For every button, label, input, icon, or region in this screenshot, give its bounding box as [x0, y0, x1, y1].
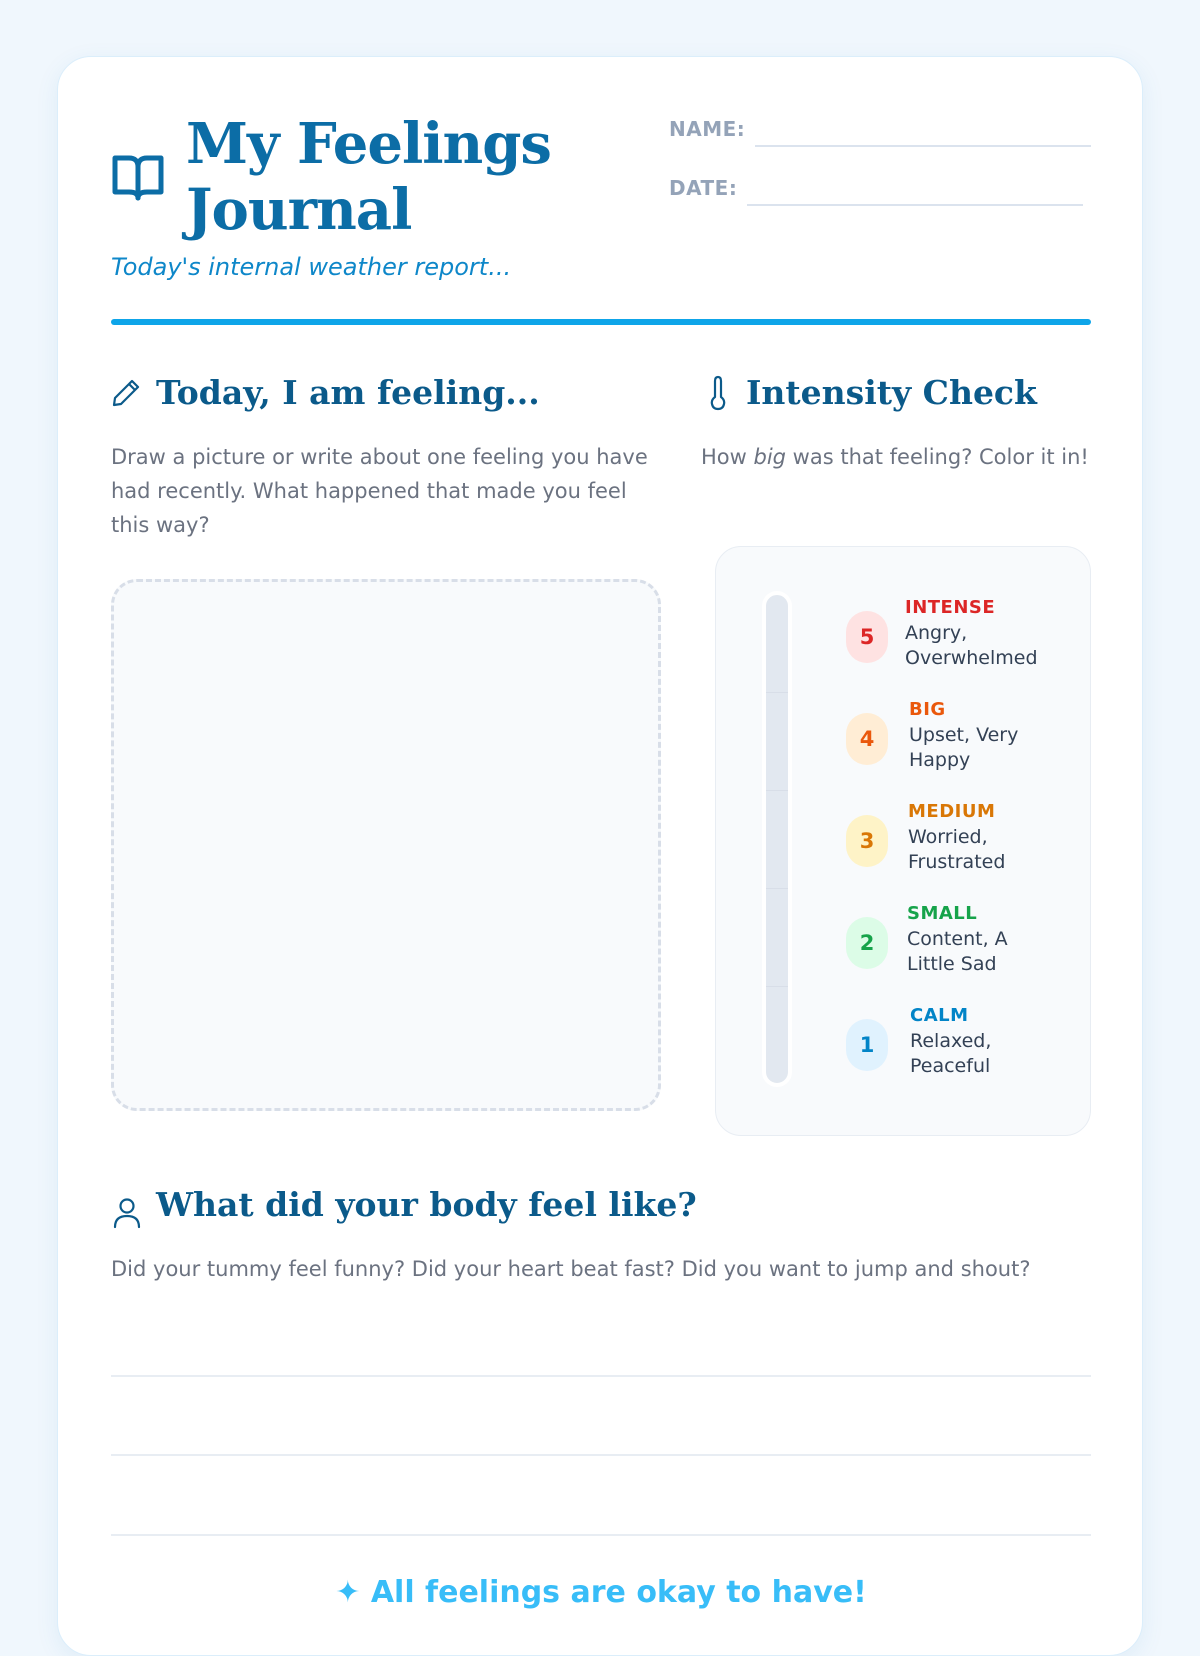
intensity-level-2[interactable]	[846, 903, 1086, 993]
feeling-section-description: Draw a picture or write about one feeling you have had recently. What happened that made you feel this way?	[111, 445, 648, 537]
date-field[interactable]	[747, 204, 1083, 206]
footer-message: ✦ All feelings are okay to have!	[335, 1575, 867, 1610]
sparkle-icon: ✦	[335, 1575, 371, 1610]
intensity-level-3[interactable]	[846, 801, 1086, 891]
intensity-level-4[interactable]	[846, 699, 1086, 789]
feeling-section-title: Today, I am feeling...	[156, 373, 540, 412]
writing-line[interactable]	[111, 1534, 1091, 1536]
writing-line[interactable]	[111, 1454, 1091, 1456]
level-name: INTENSE	[905, 597, 996, 618]
level-description: Angry, Overwhelmed	[905, 622, 1038, 669]
thermometer-icon	[706, 375, 730, 411]
drawing-area[interactable]	[111, 579, 661, 1111]
level-name: SMALL	[907, 903, 978, 924]
journal-card	[57, 56, 1143, 1656]
intensity-level-1[interactable]	[846, 1005, 1086, 1095]
level-number-badge: 2	[846, 917, 888, 969]
intensity-level-5[interactable]	[846, 597, 1086, 687]
level-name: MEDIUM	[908, 801, 996, 822]
body-section-description: Did your tummy feel funny? Did your heart beat fast? Did you want to jump and shout?	[111, 1257, 1031, 1281]
level-number-badge: 5	[846, 611, 888, 663]
page-title: My Feelings Journal	[186, 111, 551, 243]
page-subtitle: Today's internal weather report...	[111, 253, 512, 281]
level-name: BIG	[909, 699, 946, 720]
level-number-badge: 1	[846, 1019, 888, 1071]
intensity-thermometer[interactable]	[762, 591, 792, 1087]
name-field[interactable]	[755, 145, 1091, 147]
level-number-badge: 4	[846, 713, 888, 765]
intensity-section-description: How big was that feeling? Color it in!	[701, 445, 1089, 469]
date-label: DATE:	[669, 176, 738, 200]
book-open-icon	[111, 152, 165, 202]
level-number-badge: 3	[846, 815, 888, 867]
writing-line[interactable]	[111, 1375, 1091, 1377]
body-section-title: What did your body feel like?	[156, 1185, 697, 1224]
header-divider	[111, 319, 1091, 325]
person-icon	[112, 1196, 142, 1230]
level-description: Upset, Very Happy	[909, 724, 1019, 771]
intensity-section-title: Intensity Check	[746, 373, 1037, 412]
name-label: NAME:	[669, 117, 746, 141]
level-description: Worried, Frustrated	[908, 826, 1006, 873]
pencil-icon	[110, 377, 142, 409]
level-name: CALM	[910, 1005, 969, 1026]
level-description: Content, A Little Sad	[907, 928, 1008, 975]
intensity-panel	[715, 546, 1091, 1136]
level-description: Relaxed, Peaceful	[910, 1030, 992, 1077]
